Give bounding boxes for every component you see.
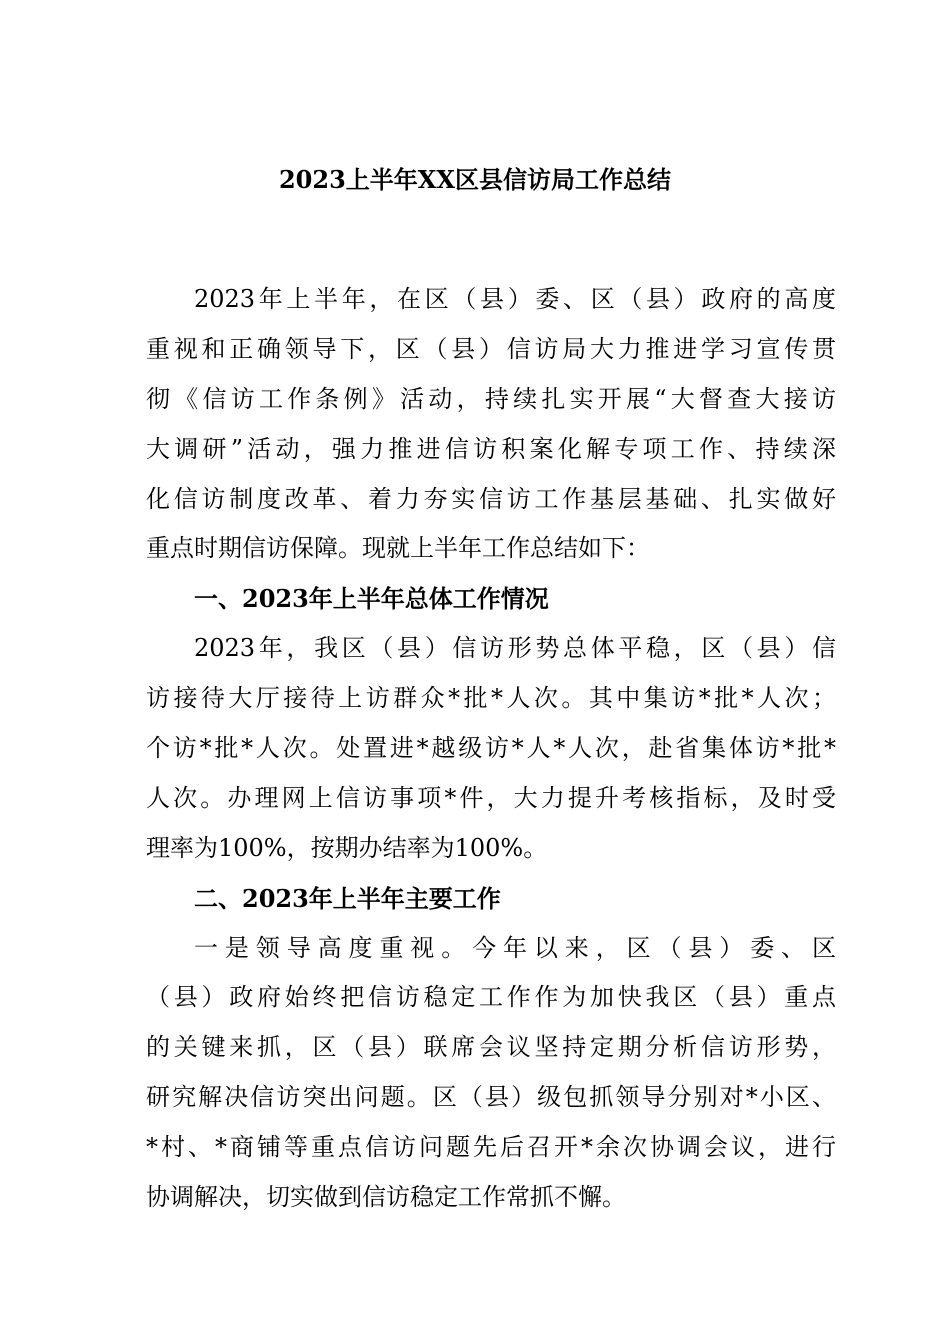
- paragraph-2-line-1: 2023年，我区（县）信访形势总体平稳，区（县）信: [194, 634, 836, 663]
- paragraph-3-line-3: 的关键来抓，区（县）联席会议坚持定期分析信访形势，: [146, 1033, 836, 1062]
- section-heading-1: 一、2023年上半年总体工作情况: [194, 584, 549, 614]
- paragraph-1-line-4: 大调研”活动，强力推进信访积案化解专项工作、持续深: [146, 434, 836, 463]
- paragraph-2-line-5: 理率为100%，按期办结率为100%。: [146, 833, 548, 862]
- paragraph-1-line-1: 2023年上半年，在区（县）委、区（县）政府的高度: [194, 285, 836, 313]
- paragraph-3-line-1: 一是领导高度重视。今年以来，区（县）委、区: [194, 933, 836, 962]
- section-heading-2: 二、2023年上半年主要工作: [194, 883, 501, 913]
- paragraph-3-line-6: 协调解决，切实做到信访稳定工作常抓不懈。: [146, 1183, 626, 1212]
- paragraph-1-line-6: 重点时期信访保障。现就上半年工作总结如下：: [146, 534, 650, 563]
- paragraph-2-line-3: 个访*批*人次。处置进*越级访*人*人次，赴省集体访*批*: [146, 734, 836, 763]
- paragraph-1-line-5: 化信访制度改革、着力夯实信访工作基层基础、扎实做好: [146, 484, 836, 513]
- paragraph-3-line-2: （县）政府始终把信访稳定工作作为加快我区（县）重点: [146, 983, 836, 1012]
- document-body: [146, 275, 836, 1223]
- paragraph-3-line-5: *村、*商铺等重点信访问题先后召开*余次协调会议，进行: [146, 1133, 836, 1162]
- paragraph-2-line-4: 人次。办理网上信访事项*件，大力提升考核指标，及时受: [146, 783, 836, 812]
- paragraph-2-line-2: 访接待大厅接待上访群众*批*人次。其中集访*批*人次；: [146, 684, 836, 713]
- document-title: 2023上半年XX区县信访局工作总结: [278, 165, 672, 194]
- paragraph-1-line-2: 重视和正确领导下，区（县）信访局大力推进学习宣传贯: [146, 334, 836, 363]
- paragraph-3-line-4: 研究解决信访突出问题。区（县）级包抓领导分别对*小区、: [146, 1083, 836, 1112]
- paragraph-1-line-3: 彻《信访工作条例》活动，持续扎实开展“大督查大接访: [146, 384, 836, 413]
